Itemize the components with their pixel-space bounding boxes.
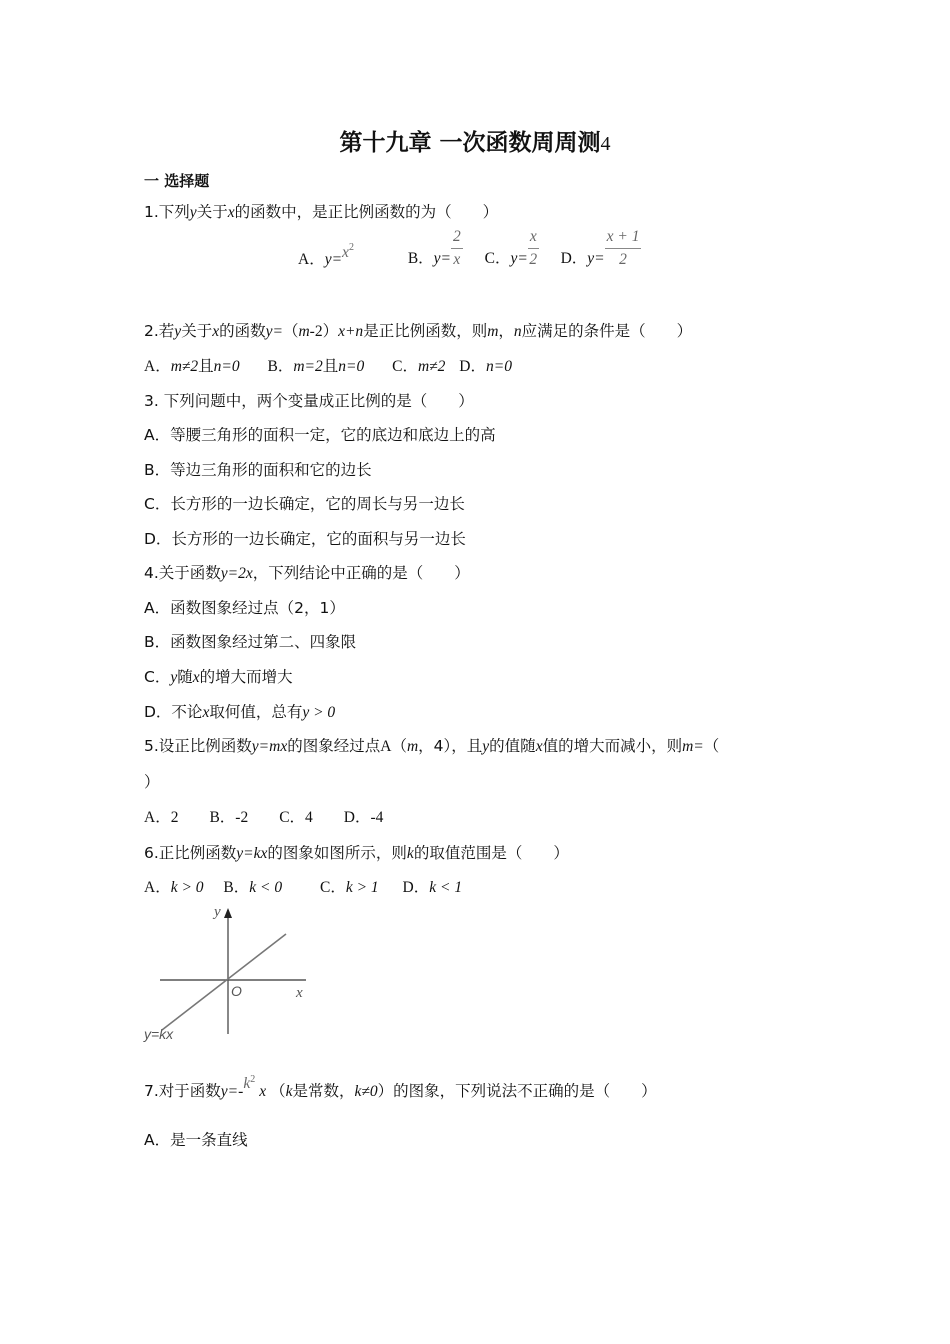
q4-option-a: A．函数图象经过点（2，1） [144, 599, 345, 617]
graph-line [162, 934, 286, 1030]
y-axis-arrow [224, 908, 232, 918]
q3-option-a: A．等腰三角形的面积一定，它的底边和底边上的高 [144, 426, 496, 444]
title-number: 4 [600, 133, 611, 155]
question-5-close: ） [144, 773, 160, 791]
question-6-stem: 6.正比例函数y=kx的图象如图所示，则k的取值范围是（ ） [144, 844, 569, 862]
q1-option-a: A．$y=x^2$ [298, 242, 354, 269]
q3-option-b: B．等边三角形的面积和它的边长 [144, 461, 372, 479]
page-title: 第十九章 一次函数周周测4 [339, 130, 611, 156]
q7-option-a: A．是一条直线 [144, 1131, 248, 1149]
q3-option-c: C．长方形的一边长确定，它的周长与另一边长 [144, 495, 465, 513]
question-7-stem: 7.对于函数$y=-k^2x$ （k是常数，k≠0）的图象，下列说法不正确的是（ ） [144, 1074, 657, 1101]
q1-option-d: D．y= $\frac{x + 1}{2}$ [560, 228, 640, 268]
line-label: y=kx [144, 1026, 174, 1042]
q3-option-d: D．长方形的一边长确定，它的面积与另一边长 [144, 530, 466, 548]
x-axis-label: x [296, 985, 303, 1001]
q1-option-c: C．y= $\frac{x}{2}$ [484, 228, 538, 268]
y-axis-label: y [214, 904, 221, 920]
question-4-stem: 4.关于函数y=2x，下列结论中正确的是（ ） [144, 564, 470, 582]
question-3-stem: 3. 下列问题中，两个变量成正比例的是（ ） [144, 392, 474, 410]
q4-option-d: D．不论x取何值，总有y > 0 [144, 703, 336, 721]
question-2-options: A．m≠2且n=0 B．m=2且n=0 C．m≠2 D．n=0 [144, 357, 512, 375]
q1-option-b: B．y= $\frac{2}{x}$ [407, 228, 461, 268]
question-5-stem: 5.设正比例函数y=mx的图象经过点A（m，4），且y的值随x值的增大而减小，则m=（ [144, 737, 720, 755]
question-6-options: A．k > 0 B．k < 0 C．k > 1 D．k < 1 [144, 879, 463, 896]
section-heading: 一 选择题 [144, 172, 210, 190]
q4-option-b: B．函数图象经过第二、四象限 [144, 633, 357, 651]
question-1-stem: 1.下列y关于x的函数中，是正比例函数的为（ ） [144, 203, 499, 221]
q4-option-c: C．y随x的增大而增大 [144, 668, 293, 686]
question-5-options: A．2 B．-2 C．4 D．-4 [144, 809, 384, 826]
question-2-stem: 2.若y关于x的函数y=（m-2）x+n是正比例函数，则m，n应满足的条件是（ ） [144, 322, 693, 340]
question-1-options [298, 228, 641, 286]
q6-graph [140, 900, 320, 1050]
origin-label: O [231, 983, 242, 999]
